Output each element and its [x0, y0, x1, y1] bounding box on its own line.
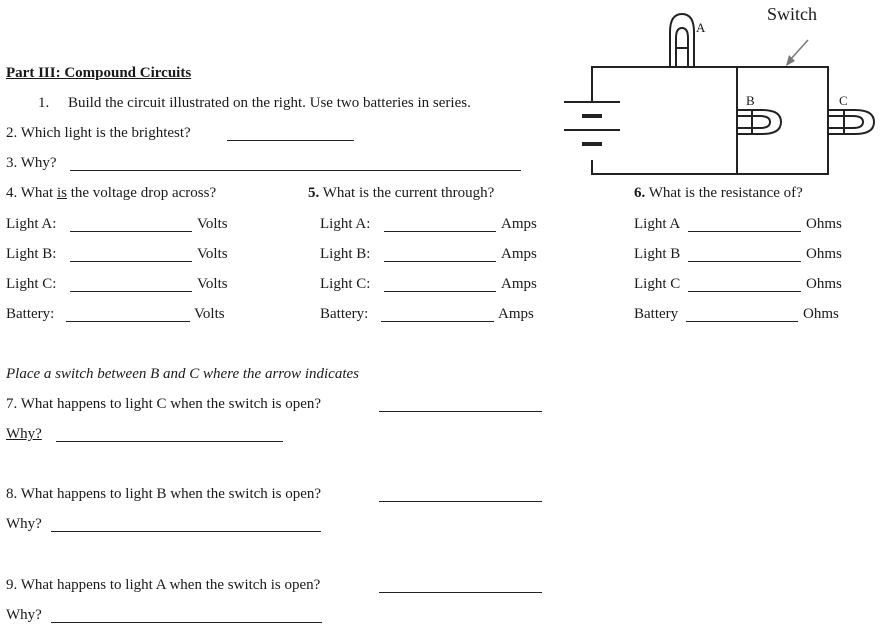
- q4-light-a-unit: Volts: [197, 216, 228, 232]
- q5-light-c-label: Light C:: [320, 276, 371, 292]
- q5-light-a-label: Light A:: [320, 216, 371, 232]
- question-1-text: Build the circuit illustrated on the right. Use two batteries in series.: [68, 95, 471, 111]
- bulb-c-icon: [828, 110, 874, 134]
- switch-instruction: Place a switch between B and C where the arrow indicates: [6, 366, 359, 382]
- q6-battery-unit: Ohms: [803, 306, 839, 322]
- q6-light-b-unit: Ohms: [806, 246, 842, 262]
- q6-battery-label: Battery: [634, 306, 679, 322]
- switch-label: Switch: [767, 4, 818, 24]
- q4-light-b-unit: Volts: [197, 246, 228, 262]
- question-8-text: 8. What happens to light B when the switch is open?: [6, 486, 322, 502]
- circuit-wire-outer: [592, 67, 828, 174]
- q6-light-a-unit: Ohms: [806, 216, 842, 232]
- q4-light-b-label: Light B:: [6, 246, 57, 262]
- question-8-why-label: Why?: [6, 516, 42, 532]
- question-7-why-label: Why?: [6, 426, 42, 442]
- q4-battery-unit: Volts: [194, 306, 225, 322]
- question-9-text: 9. What happens to light A when the switch is open?: [6, 577, 321, 593]
- q5-light-a-unit: Amps: [501, 216, 537, 232]
- q5-battery-unit: Amps: [498, 306, 534, 322]
- question-1-number: 1.: [38, 95, 50, 111]
- q5-battery-label: Battery:: [320, 306, 369, 322]
- q4-light-a-label: Light A:: [6, 216, 57, 232]
- question-6-text: 6. What is the resistance of?: [634, 185, 803, 201]
- bulb-b-icon: [737, 110, 781, 134]
- q4-light-c-label: Light C:: [6, 276, 57, 292]
- q6-light-c-unit: Ohms: [806, 276, 842, 292]
- question-4-text: 4. What is the voltage drop across?: [6, 185, 217, 201]
- q6-light-c-label: Light C: [634, 276, 681, 292]
- question-3-text: 3. Why?: [6, 155, 57, 171]
- q5-light-c-unit: Amps: [501, 276, 537, 292]
- q6-light-b-label: Light B: [634, 246, 681, 262]
- q5-light-b-unit: Amps: [501, 246, 537, 262]
- bulb-a-icon: [670, 14, 694, 66]
- part-title: Part III: Compound Circuits: [6, 65, 192, 81]
- question-5-text: 5. What is the current through?: [308, 185, 495, 201]
- question-7-text: 7. What happens to light C when the switch is open?: [6, 396, 322, 412]
- bulb-b-label: B: [746, 93, 755, 108]
- q6-light-a-label: Light A: [634, 216, 681, 232]
- q5-light-b-label: Light B:: [320, 246, 371, 262]
- bulb-a-label: A: [696, 20, 706, 35]
- q4-light-c-unit: Volts: [197, 276, 228, 292]
- bulb-c-label: C: [839, 93, 848, 108]
- question-9-why-label: Why?: [6, 607, 42, 623]
- question-2-text: 2. Which light is the brightest?: [6, 125, 191, 141]
- q4-battery-label: Battery:: [6, 306, 55, 322]
- switch-arrow-line: [790, 40, 808, 60]
